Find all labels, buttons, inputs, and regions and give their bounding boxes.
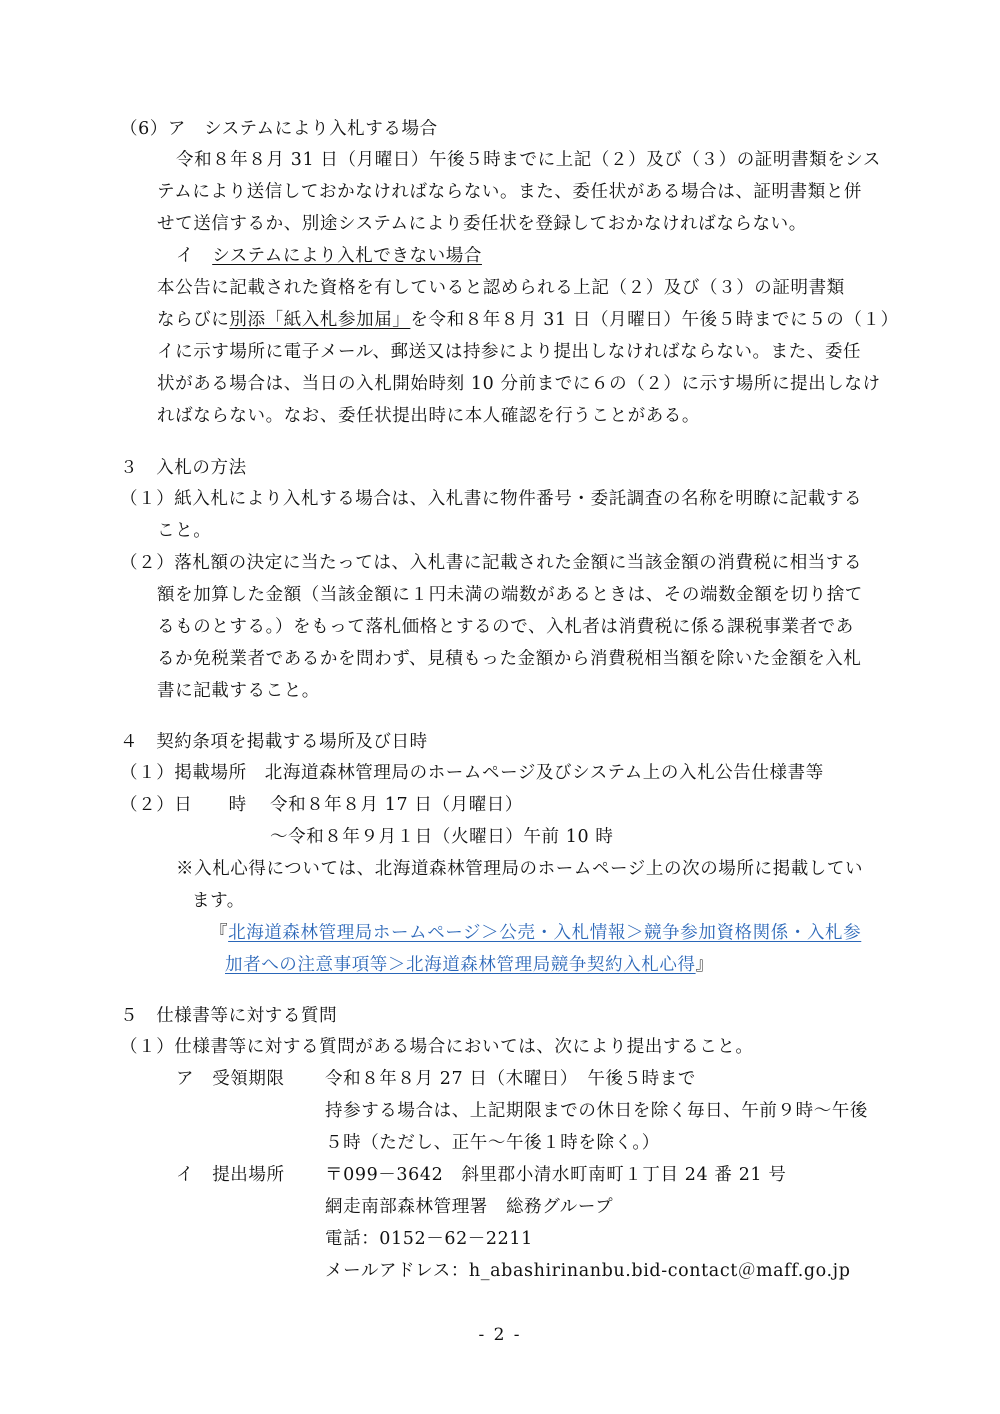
paragraph-line: ればならない。なお、委任状提出時に本人確認を行うことがある。 (157, 406, 700, 426)
submission-label: イ 提出場所 (176, 1165, 285, 1185)
paragraph-line: （１）掲載場所 北海道森林管理局のホームページ及びシステム上の入札公告仕様書等 (120, 763, 824, 783)
section-6-heading: （6）ア システムにより入札する場合 (120, 119, 438, 139)
section-3-heading: ３ 入札の方法 (120, 458, 247, 478)
page-number: - 2 - (478, 1325, 522, 1345)
paragraph-line (157, 305, 899, 335)
date-value: 令和８年８月 17 日（月曜日） (270, 795, 523, 815)
paragraph-line: イに示す場所に電子メール、郵送又は持参により提出しなければならない。また、委任 (157, 342, 862, 362)
paragraph-line: るものとする。）をもって落札価格とするので、入札者は消費税に係る課税事業者であ (157, 617, 854, 637)
phone-number: 電話：0152－62－2211 (325, 1229, 533, 1249)
address-line: 〒099－3642 斜里郡小清水町南町１丁目 24 番 21 号 (325, 1165, 787, 1185)
deadline-value: 令和８年８月 27 日（木曜日） 午後５時まで (325, 1069, 696, 1089)
link-line (210, 918, 861, 948)
bracket-open: 『 (210, 923, 229, 943)
date-value: ～令和８年９月１日（火曜日）午前 10 時 (270, 827, 614, 847)
paragraph-line: （２）落札額の決定に当たっては、入札書に記載された金額に当該金額の消費税に相当する (120, 553, 863, 573)
paragraph-line: こと。 (157, 521, 212, 541)
paragraph-line: 状がある場合は、当日の入札開始時刻 10 分前までに６の（２）に示す場所に提出しなけ (157, 374, 881, 394)
deadline-value: 持参する場合は、上記期限までの休日を除く毎日、午前９時～午後 (325, 1101, 868, 1121)
paragraph-line: （１）紙入札により入札する場合は、入札書に物件番号・委託調査の名称を明瞭に記載する (120, 489, 863, 509)
deadline-label: ア 受領期限 (176, 1069, 285, 1089)
note-line: ます。 (192, 891, 245, 911)
text-run: ならびに (157, 310, 230, 330)
paragraph-line: 本公告に記載された資格を有していると認められる上記（２）及び（３）の証明書類 (157, 278, 845, 298)
item-i-title: システムにより入札できない場合 (212, 246, 482, 266)
section-6-item-i-heading (176, 241, 482, 271)
attachment-reference: 別添「紙入札参加届」 (229, 310, 411, 330)
date-label: （２）日 時 (120, 795, 247, 815)
paragraph-line: 令和８年８月 31 日（月曜日）午後５時までに上記（２）及び（３）の証明書類をシス (176, 150, 881, 170)
paragraph-line: せて送信するか、別途システムにより委任状を登録しておかなければならない。 (157, 214, 807, 234)
paragraph-line: 額を加算した金額（当該金額に１円未満の端数があるときは、その端数金額を切り捨て (157, 585, 863, 605)
bracket-close: 』 (695, 955, 714, 975)
email-address: メールアドレス：h_abashirinanbu.bid-contact＠maff.go.jp (325, 1261, 851, 1281)
paragraph-line: テムにより送信しておかなければならない。また、委任状がある場合は、証明書類と併 (157, 182, 863, 202)
link-line (225, 950, 714, 980)
deadline-value: ５時（ただし、正午～午後１時を除く。） (325, 1133, 660, 1153)
office-name: 網走南部森林管理署 総務グループ (325, 1197, 614, 1217)
paragraph-line: 書に記載すること。 (157, 681, 320, 701)
paragraph-line: るか免税業者であるかを問わず、見積もった金額から消費税相当額を除いた金額を入札 (157, 649, 862, 669)
text-run: を令和８年８月 31 日（月曜日）午後５時までに５の（１） (410, 310, 899, 330)
section-4-heading: ４ 契約条項を掲載する場所及び日時 (120, 732, 428, 752)
rules-link[interactable]: 北海道森林管理局ホームページ＞公売・入札情報＞競争参加資格関係・入札参 (228, 923, 862, 943)
note-line: ※入札心得については、北海道森林管理局のホームページ上の次の場所に掲載してい (176, 859, 864, 879)
item-i-label: イ (176, 246, 213, 266)
section-5-heading: ５ 仕様書等に対する質問 (120, 1006, 338, 1026)
rules-link[interactable]: 加者への注意事項等＞北海道森林管理局競争契約入札心得 (225, 955, 696, 975)
paragraph-line: （１）仕様書等に対する質問がある場合においては、次により提出すること。 (120, 1037, 754, 1057)
